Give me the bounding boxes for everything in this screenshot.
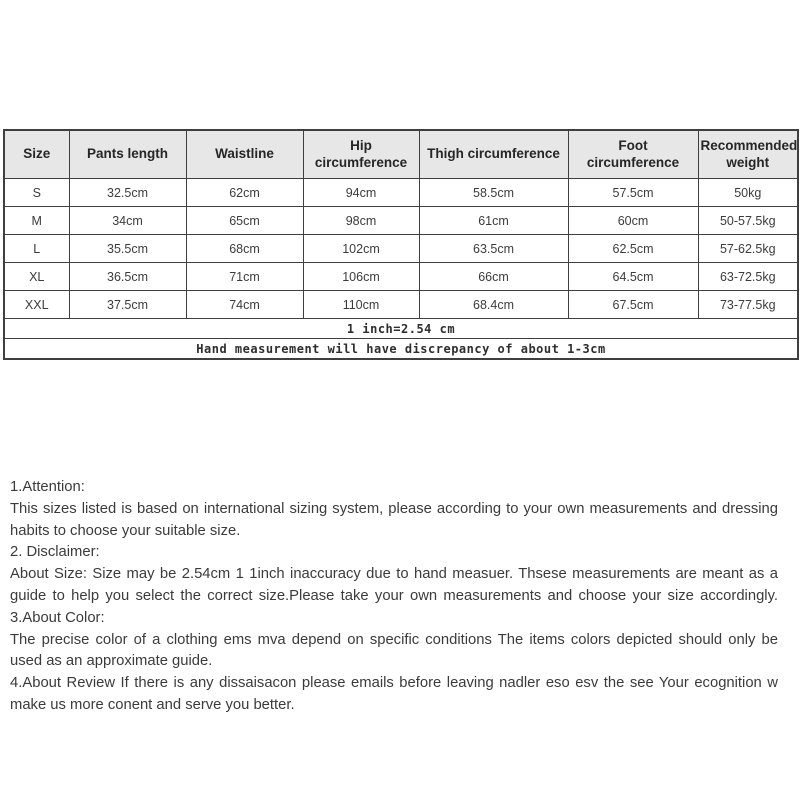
note-line: The precise color of a clothing ems mva depend on specific conditions The items colors depicted should only be [10,631,778,648]
note-line: guide to help you select the correct size.Please take your own measurements and choose your size accordingly. [10,587,778,604]
size-chart-cell: 71cm [186,263,303,291]
note-line: 1.Attention: [10,479,85,495]
note-line: habits to choose your suitable size. [10,522,241,539]
size-chart-cell: 50kg [698,179,798,207]
size-chart-cell: 63.5cm [419,235,568,263]
size-chart-cell: 102cm [303,235,419,263]
size-chart-cell: 35.5cm [69,235,186,263]
size-chart-cell: 62cm [186,179,303,207]
size-chart-cell: 110cm [303,291,419,319]
note-line: used as an approximate guide. [10,653,213,670]
size-chart-cell: 62.5cm [568,235,698,263]
size-chart-cell: 65cm [186,207,303,235]
size-chart-cell: 74cm [186,291,303,319]
footnote-text: 1 inch=2.54 cm [4,319,798,339]
size-chart-cell: 68cm [186,235,303,263]
footnote-row [4,339,798,360]
column-header: Recommended weight [698,130,798,179]
size-chart-header-row [4,130,798,179]
size-chart-cell: 63-72.5kg [698,263,798,291]
size-chart-cell: M [4,207,69,235]
size-chart-table [3,129,799,360]
size-chart-cell: 61cm [419,207,568,235]
table-row [4,263,798,291]
size-notes [10,477,778,717]
footnote-text: Hand measurement will have discrepancy of about 1-3cm [4,339,798,360]
size-chart-cell: 66cm [419,263,568,291]
size-chart-cell: 73-77.5kg [698,291,798,319]
table-row [4,207,798,235]
column-header: Waistline [186,130,303,179]
note-line: 4.About Review If there is any dissaisacon please emails before leaving nadler eso esv the see Your ecognition w [10,675,778,692]
column-header: Hip circumference [303,130,419,179]
size-chart-cell: 64.5cm [568,263,698,291]
note-line: make us more conent and serve you better. [10,696,295,713]
size-chart-cell: 67.5cm [568,291,698,319]
size-chart-cell: 60cm [568,207,698,235]
size-chart-cell: 34cm [69,207,186,235]
size-chart-cell: XXL [4,291,69,319]
size-chart-cell: 98cm [303,207,419,235]
size-chart-cell: 57.5cm [568,179,698,207]
column-header: Thigh circumference [419,130,568,179]
size-chart-cell: 106cm [303,263,419,291]
size-chart-cell: 58.5cm [419,179,568,207]
size-chart-cell: 36.5cm [69,263,186,291]
column-header: Foot circumference [568,130,698,179]
size-chart-cell: 68.4cm [419,291,568,319]
column-header: Size [4,130,69,179]
table-row [4,179,798,207]
column-header: Pants length [69,130,186,179]
size-chart-cell: 32.5cm [69,179,186,207]
footnote-row [4,319,798,339]
table-row [4,291,798,319]
note-line: About Size: Size may be 2.54cm 1 1inch inaccuracy due to hand measuer. Thsese measurements are meant as a [10,566,778,583]
table-row [4,235,798,263]
size-chart-cell: 37.5cm [69,291,186,319]
size-chart-cell: 94cm [303,179,419,207]
size-chart-cell: L [4,235,69,263]
note-line: 2. Disclaimer: [10,544,100,561]
note-line: 3.About Color: [10,609,105,626]
size-chart-cell: S [4,179,69,207]
size-chart-cell: 57-62.5kg [698,235,798,263]
note-line: This sizes listed is based on international sizing system, please according to your own measurements and dressing [10,500,778,517]
size-chart-cell: 50-57.5kg [698,207,798,235]
size-chart-cell: XL [4,263,69,291]
